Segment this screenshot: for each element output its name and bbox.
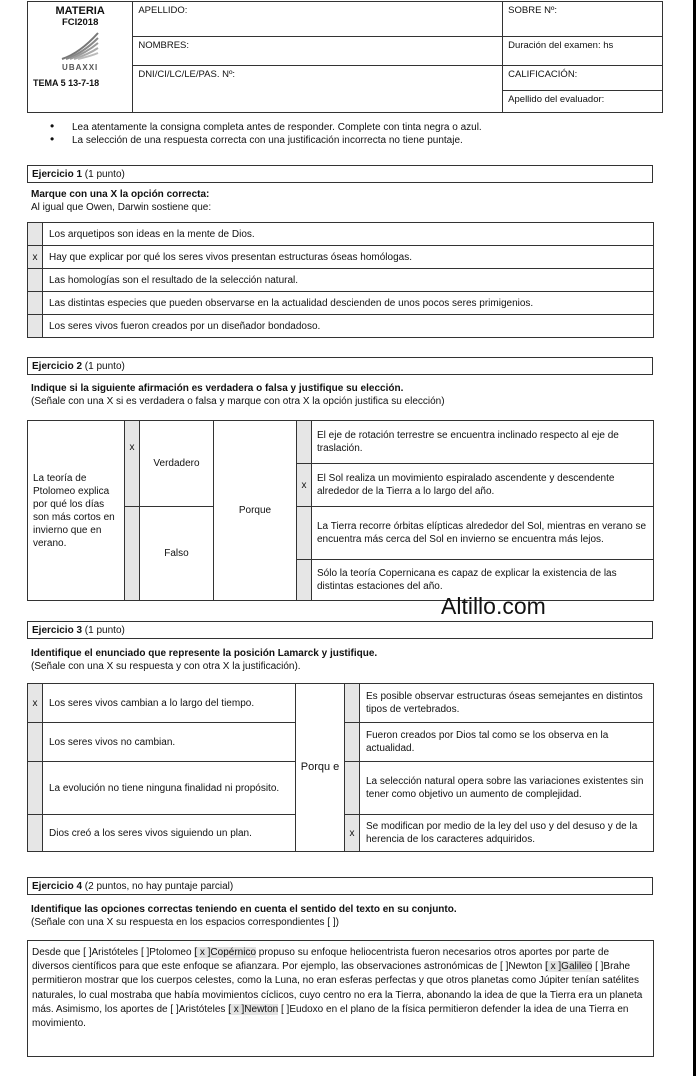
reason-mark[interactable] <box>345 762 360 815</box>
ej1-option-row[interactable] <box>28 223 654 246</box>
reason-mark[interactable] <box>297 421 312 464</box>
tema-label: TEMA 5 13-7-18 <box>33 78 100 88</box>
reason-text: Fueron creados por Dios tal como se los observa en la actualidad. <box>360 723 654 762</box>
ej1-option: Los seres vivos fueron creados por un diseñador bondadoso. <box>43 315 654 338</box>
answer-mark[interactable] <box>28 315 43 338</box>
ej4-prompt: Identifique las opciones correctas teniendo en cuenta el sentido del texto en su conjunto. <box>31 904 457 915</box>
answer-mark[interactable]: x <box>28 246 43 269</box>
answer-mark[interactable] <box>28 292 43 315</box>
reason-text: Sólo la teoría Copernicana es capaz de explicar la existencia de las distintas estaciones del año. <box>312 560 654 601</box>
calificacion-cell <box>503 66 663 113</box>
answer-mark[interactable] <box>28 223 43 246</box>
ej2-instructions <box>31 382 445 408</box>
altillo-watermark: Altillo.com <box>441 593 546 619</box>
materia-label: MATERIA <box>55 5 105 17</box>
answer-mark[interactable]: [ x ]Galileo <box>545 961 593 973</box>
ej3-table <box>27 683 654 852</box>
ej2-prompt: Indique si la siguiente afirmación es verdadera o falsa y justifique su elección. <box>31 383 404 394</box>
ej4-points: (2 puntos, no hay puntaje parcial) <box>82 881 234 892</box>
ubaxxi-logo-icon <box>58 31 102 61</box>
reason-mark[interactable] <box>297 560 312 601</box>
ej2-statement: La teoría de Ptolomeo explica por qué los días son más cortos en invierno que en verano. <box>28 421 125 601</box>
instruction-item: • Lea atentamente la consigna completa antes de responder. Complete con tinta negra o azul. <box>50 121 482 134</box>
evaluador-field[interactable]: Apellido del evaluador: <box>508 94 605 105</box>
ej1-instructions <box>31 188 211 214</box>
ej4-title: Ejercicio 4 <box>32 881 83 892</box>
ej3-statement: La evolución no tiene ninguna finalidad ni propósito. <box>43 762 296 815</box>
ej4-text: [ ]Eudoxo en el plano de la física permitieron defender la idea de una Tierra en movimiento. <box>32 1003 629 1030</box>
ej1-option: Los arquetipos son ideas en la mente de Dios. <box>43 223 654 246</box>
exam-header <box>27 1 663 113</box>
answer-mark[interactable]: [ x ]Newton <box>228 1003 279 1015</box>
ej1-sub: Al igual que Owen, Darwin sostiene que: <box>31 202 212 213</box>
answer-mark[interactable] <box>28 815 43 852</box>
ej3-statement: Los seres vivos no cambian. <box>43 723 296 762</box>
calificacion-field[interactable]: CALIFICACIÓN: <box>503 66 662 91</box>
ej3-prompt: Identifique el enunciado que represente la posición Lamarck y justifique. <box>31 648 378 659</box>
ej3-title-box <box>27 621 653 639</box>
ubaxxi-logo-text: UBAXXI <box>62 63 99 72</box>
ej3-statement: Los seres vivos cambian a lo largo del tiempo. <box>43 684 296 723</box>
ej1-option: Las homologías son el resultado de la selección natural. <box>43 269 654 292</box>
ej3-instructions <box>31 647 377 673</box>
answer-mark[interactable] <box>28 269 43 292</box>
dni-field[interactable]: DNI/CI/LC/LE/PAS. Nº: <box>133 66 503 113</box>
reason-text: Es posible observar estructuras óseas semejantes en distintos tipos de vertebrados. <box>360 684 654 723</box>
porque-label: Porqu e <box>296 684 345 852</box>
ej1-option-row[interactable] <box>28 315 654 338</box>
porque-label: Porque <box>214 421 297 601</box>
reason-mark[interactable] <box>345 723 360 762</box>
reason-text: El eje de rotación terrestre se encuentra inclinado respecto al eje de traslación. <box>312 421 654 464</box>
answer-mark[interactable] <box>28 723 43 762</box>
false-mark[interactable] <box>125 507 140 601</box>
duracion-field: Duración del examen: hs <box>503 37 663 66</box>
ej4-sub: (Señale con una X su respuesta en los espacios correspondientes [ ]) <box>31 917 339 928</box>
ej4-instructions <box>31 903 457 929</box>
ej4-paragraph <box>27 940 654 1057</box>
true-mark[interactable]: x <box>125 421 140 507</box>
subject-cell <box>28 2 133 113</box>
reason-mark[interactable] <box>297 507 312 560</box>
reason-text: La selección natural opera sobre las variaciones existentes sin tener como objetivo un aumento de complejidad. <box>360 762 654 815</box>
ej2-title: Ejercicio 2 <box>32 361 83 372</box>
reason-mark[interactable]: x <box>345 815 360 852</box>
reason-text: Se modifican por medio de la ley del uso y del desuso y de la herencia de los caracteres adquiridos. <box>360 815 654 852</box>
ej1-option: Hay que explicar por qué los seres vivos presentan estructuras óseas homólogas. <box>43 246 654 269</box>
ej1-title-box <box>27 165 653 183</box>
ej4-text: Desde que [ ]Aristóteles [ ]Ptolomeo <box>32 947 195 958</box>
reason-mark[interactable]: x <box>297 464 312 507</box>
instructions-list <box>50 121 482 147</box>
nombres-field[interactable]: NOMBRES: <box>133 37 503 66</box>
false-label: Falso <box>140 507 214 601</box>
ej1-option-row[interactable] <box>28 269 654 292</box>
ej3-title: Ejercicio 3 <box>32 625 83 636</box>
answer-mark[interactable]: [ x ]Copérnico <box>194 947 257 958</box>
course-code: FCI2018 <box>61 17 99 28</box>
ej2-points: (1 punto) <box>82 361 125 372</box>
reason-text: La Tierra recorre órbitas elípticas alrededor del Sol, mientras en verano se encuentra más cerca del Sol en invierno se encuentra más lejos. <box>312 507 654 560</box>
ej1-option-row[interactable] <box>28 292 654 315</box>
ej1-points: (1 punto) <box>82 169 125 180</box>
ej3-sub: (Señale con una X su respuesta y con otra X la justificación). <box>31 661 301 672</box>
apellido-field[interactable]: APELLIDO: <box>133 2 503 37</box>
ej1-options-table <box>27 222 654 338</box>
ej2-sub: (Señale con una X si es verdadera o falsa y marque con otra X la opción justifica su elección) <box>31 396 445 407</box>
instruction-item: • La selección de una respuesta correcta con una justificación incorrecta no tiene puntaje. <box>50 134 482 147</box>
ej1-prompt: Marque con una X la opción correcta: <box>31 189 210 200</box>
answer-mark[interactable] <box>28 762 43 815</box>
reason-mark[interactable] <box>345 684 360 723</box>
ej1-option-row[interactable] <box>28 246 654 269</box>
ej4-text: [ ]Brahe permitieron mostrar que los cuerpos celestes, como la Luna, no eran esferas perfectas y que otros planetas como Júpiter tenían satélites naturales, lo cual mostraba que había movimientos cíclicos, cuyo centro no era la Tierra, abonando la idea de que la Tierra era un planeta más. Asimismo, los aportes de [ ]Aristóteles <box>32 961 643 1015</box>
answer-mark[interactable]: x <box>28 684 43 723</box>
reason-text: El Sol realiza un movimiento espiralado ascendente y descendente alrededor de la Tierra a lo largo del año. <box>312 464 654 507</box>
ej3-points: (1 punto) <box>82 625 125 636</box>
page-right-border <box>693 0 696 1076</box>
sobre-field[interactable]: SOBRE Nº: <box>503 2 663 37</box>
ej4-text: propuso su enfoque heliocentrista fueron necesarios otros aportes por parte de diversos científicos para que este enfoque se afianzara. Por ejemplo, las observaciones astronómicas de [ ]Newton <box>32 947 610 973</box>
ej1-title: Ejercicio 1 <box>32 169 83 180</box>
ej4-title-box <box>27 877 653 895</box>
ej2-title-box <box>27 357 653 375</box>
ej3-statement: Dios creó a los seres vivos siguiendo un plan. <box>43 815 296 852</box>
true-label: Verdadero <box>140 421 214 507</box>
ej1-option: Las distintas especies que pueden observarse en la actualidad descienden de unos pocos seres primigenios. <box>43 292 654 315</box>
ej2-table <box>27 420 654 601</box>
